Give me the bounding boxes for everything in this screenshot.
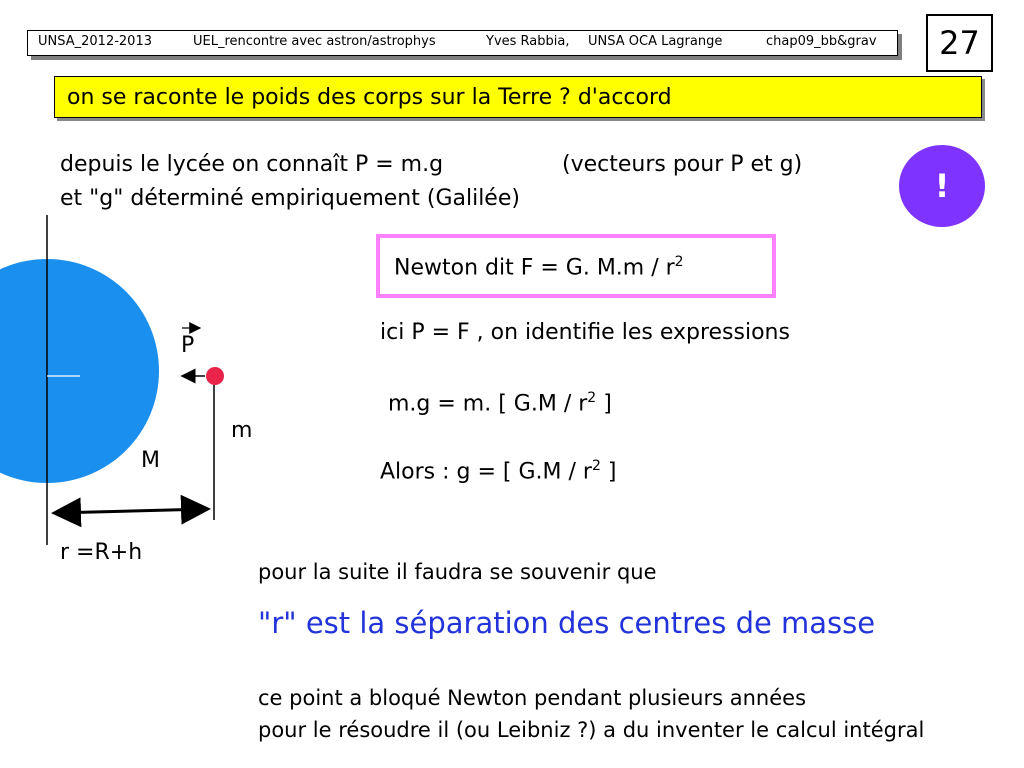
equation-g-tail: ]	[600, 459, 617, 485]
newton-formula	[394, 254, 684, 280]
page-number: 27	[926, 14, 993, 72]
alert-badge: !	[899, 145, 985, 227]
vector-p-label: P	[181, 333, 195, 358]
note-line3: pour le résoudre il (ou Leibniz ?) a du inventer le calcul intégral	[258, 718, 925, 742]
equation-mg-exponent: 2	[587, 390, 597, 406]
equation-g	[380, 458, 616, 484]
newton-formula-text: Newton dit F = G. M.m / r	[394, 255, 675, 281]
header-bar	[27, 30, 898, 56]
equation-g-text: Alors : g = [ G.M / r	[380, 459, 592, 485]
identify-text: ici P = F , on identifie les expressions	[380, 320, 790, 345]
distance-arrow	[54, 509, 208, 513]
particle-dot	[206, 367, 224, 385]
header-institution: UNSA OCA Lagrange	[588, 34, 723, 49]
equation-mg-text: m.g = m. [ G.M / r	[388, 391, 588, 417]
equation-mg	[388, 390, 612, 416]
newton-formula-box	[376, 234, 776, 298]
header-module: UEL_rencontre avec astron/astrophys	[193, 34, 436, 49]
intro-line2: et "g" déterminé empiriquement (Galilée)	[60, 186, 520, 211]
note-line2: ce point a bloqué Newton pendant plusieurs années	[258, 686, 807, 710]
mass-big-label: M	[141, 448, 160, 473]
equation-mg-tail: ]	[596, 391, 612, 417]
mass-small-label: m	[231, 418, 253, 443]
planet-circle	[0, 259, 159, 483]
topic-banner: on se raconte le poids des corps sur la Terre ? d'accord	[54, 76, 982, 118]
equation-g-exponent: 2	[591, 458, 601, 474]
intro-line1: depuis le lycée on connaît P = m.g	[60, 152, 444, 177]
header-chapter: chap09_bb&grav	[766, 34, 877, 49]
gravity-diagram	[0, 215, 260, 575]
newton-formula-exponent: 2	[674, 254, 684, 270]
header-course: UNSA_2012-2013	[38, 34, 152, 49]
highlight-note: "r" est la séparation des centres de masse	[258, 606, 876, 640]
header-author: Yves Rabbia,	[486, 34, 570, 49]
note-line1: pour la suite il faudra se souvenir que	[258, 560, 657, 584]
distance-label: r =R+h	[60, 540, 143, 565]
intro-line1-vectors: (vecteurs pour P et g)	[562, 152, 803, 177]
